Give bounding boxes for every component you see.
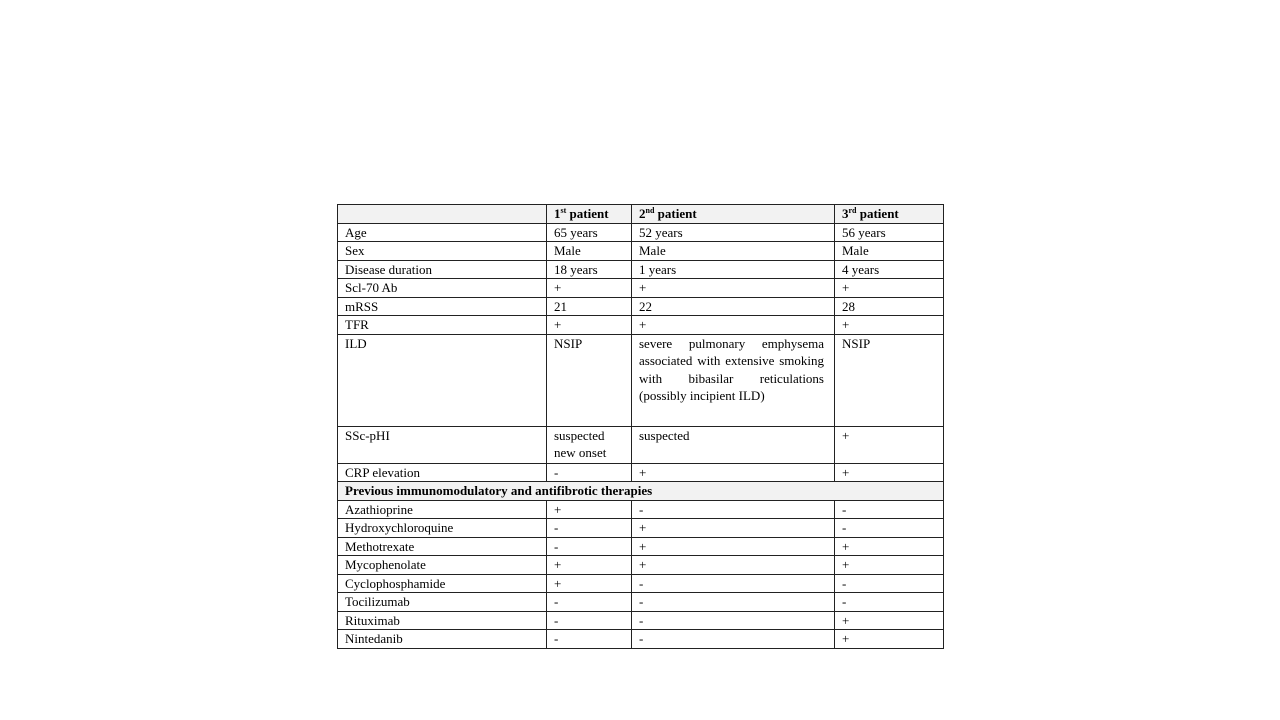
- cell-patient-1: -: [547, 519, 632, 538]
- cell-patient-1: suspected new onset: [547, 426, 632, 463]
- row-label: SSc-pHI: [338, 426, 547, 463]
- row-label: TFR: [338, 316, 547, 335]
- cell-patient-2: +: [632, 279, 835, 298]
- cell-patient-3: +: [835, 463, 944, 482]
- cell-patient-1: -: [547, 611, 632, 630]
- cell-patient-1: -: [547, 463, 632, 482]
- row-label: Age: [338, 223, 547, 242]
- cell-patient-3: -: [835, 500, 944, 519]
- cell-patient-3: +: [835, 611, 944, 630]
- cell-patient-1: +: [547, 500, 632, 519]
- cell-patient-2: -: [632, 630, 835, 649]
- header-num: 3: [842, 206, 849, 221]
- cell-patient-2: Male: [632, 242, 835, 261]
- section-row: [338, 482, 944, 501]
- row-label: Cyclophosphamide: [338, 574, 547, 593]
- header-patient-3: [835, 205, 944, 224]
- cell-patient-2: suspected: [632, 426, 835, 463]
- row-label: Nintedanib: [338, 630, 547, 649]
- cell-patient-2: +: [632, 463, 835, 482]
- table-row: [338, 630, 944, 649]
- cell-patient-2: +: [632, 537, 835, 556]
- header-sup: rd: [848, 206, 857, 215]
- table-row: [338, 242, 944, 261]
- table-row: [338, 537, 944, 556]
- header-row: [338, 205, 944, 224]
- cell-patient-1: 21: [547, 297, 632, 316]
- header-sup: st: [560, 206, 567, 215]
- header-text: patient: [654, 206, 697, 221]
- cell-patient-3: NSIP: [835, 334, 944, 426]
- table-row: [338, 297, 944, 316]
- header-sup: nd: [645, 206, 655, 215]
- table-row: [338, 556, 944, 575]
- cell-patient-2: 52 years: [632, 223, 835, 242]
- header-patient-2: [632, 205, 835, 224]
- cell-patient-1: -: [547, 630, 632, 649]
- patient-characteristics-table: [337, 204, 944, 649]
- row-label: Azathioprine: [338, 500, 547, 519]
- cell-patient-1: +: [547, 556, 632, 575]
- cell-patient-3: +: [835, 556, 944, 575]
- table-row: [338, 519, 944, 538]
- table-row: [338, 223, 944, 242]
- cell-patient-3: -: [835, 593, 944, 612]
- row-label: Hydroxychloroquine: [338, 519, 547, 538]
- cell-patient-1: NSIP: [547, 334, 632, 426]
- cell-patient-2: +: [632, 519, 835, 538]
- header-text: patient: [566, 206, 609, 221]
- header-num: 2: [639, 206, 646, 221]
- cell-patient-2: -: [632, 500, 835, 519]
- row-label: Scl-70 Ab: [338, 279, 547, 298]
- cell-patient-3: +: [835, 426, 944, 463]
- table-row: [338, 500, 944, 519]
- row-label: Sex: [338, 242, 547, 261]
- cell-patient-1: +: [547, 279, 632, 298]
- cell-patient-3: +: [835, 630, 944, 649]
- cell-patient-2: severe pulmonary emphysema associated with extensive smoking with bibasilar reticulations (possibly incipient ILD): [632, 334, 835, 426]
- row-label: Tocilizumab: [338, 593, 547, 612]
- row-label: Disease duration: [338, 260, 547, 279]
- row-label: Methotrexate: [338, 537, 547, 556]
- row-label: mRSS: [338, 297, 547, 316]
- cell-patient-3: -: [835, 519, 944, 538]
- header-patient-1: [547, 205, 632, 224]
- table-row: [338, 463, 944, 482]
- row-label: Rituximab: [338, 611, 547, 630]
- row-label: Mycophenolate: [338, 556, 547, 575]
- header-empty-cell: [338, 205, 547, 224]
- section-title: Previous immunomodulatory and antifibrotic therapies: [338, 482, 944, 501]
- cell-patient-3: Male: [835, 242, 944, 261]
- row-label: CRP elevation: [338, 463, 547, 482]
- row-label: ILD: [338, 334, 547, 426]
- cell-patient-2: +: [632, 556, 835, 575]
- cell-patient-2: -: [632, 611, 835, 630]
- cell-patient-3: +: [835, 316, 944, 335]
- table-row: [338, 279, 944, 298]
- cell-patient-3: +: [835, 537, 944, 556]
- cell-patient-1: +: [547, 316, 632, 335]
- cell-patient-3: 56 years: [835, 223, 944, 242]
- cell-patient-3: 4 years: [835, 260, 944, 279]
- cell-patient-3: +: [835, 279, 944, 298]
- cell-patient-3: -: [835, 574, 944, 593]
- cell-patient-2: 22: [632, 297, 835, 316]
- table-row: [338, 334, 944, 426]
- cell-patient-2: -: [632, 574, 835, 593]
- cell-patient-3: 28: [835, 297, 944, 316]
- table-row: [338, 316, 944, 335]
- cell-patient-2: -: [632, 593, 835, 612]
- table-row: [338, 593, 944, 612]
- cell-patient-1: 65 years: [547, 223, 632, 242]
- cell-patient-1: -: [547, 593, 632, 612]
- header-num: 1: [554, 206, 561, 221]
- cell-patient-1: -: [547, 537, 632, 556]
- cell-patient-1: 18 years: [547, 260, 632, 279]
- table-row: [338, 611, 944, 630]
- header-text: patient: [856, 206, 899, 221]
- cell-patient-1: Male: [547, 242, 632, 261]
- table-row: [338, 574, 944, 593]
- cell-patient-2: +: [632, 316, 835, 335]
- cell-patient-1: +: [547, 574, 632, 593]
- table-row: [338, 260, 944, 279]
- cell-patient-2: 1 years: [632, 260, 835, 279]
- table-row: [338, 426, 944, 463]
